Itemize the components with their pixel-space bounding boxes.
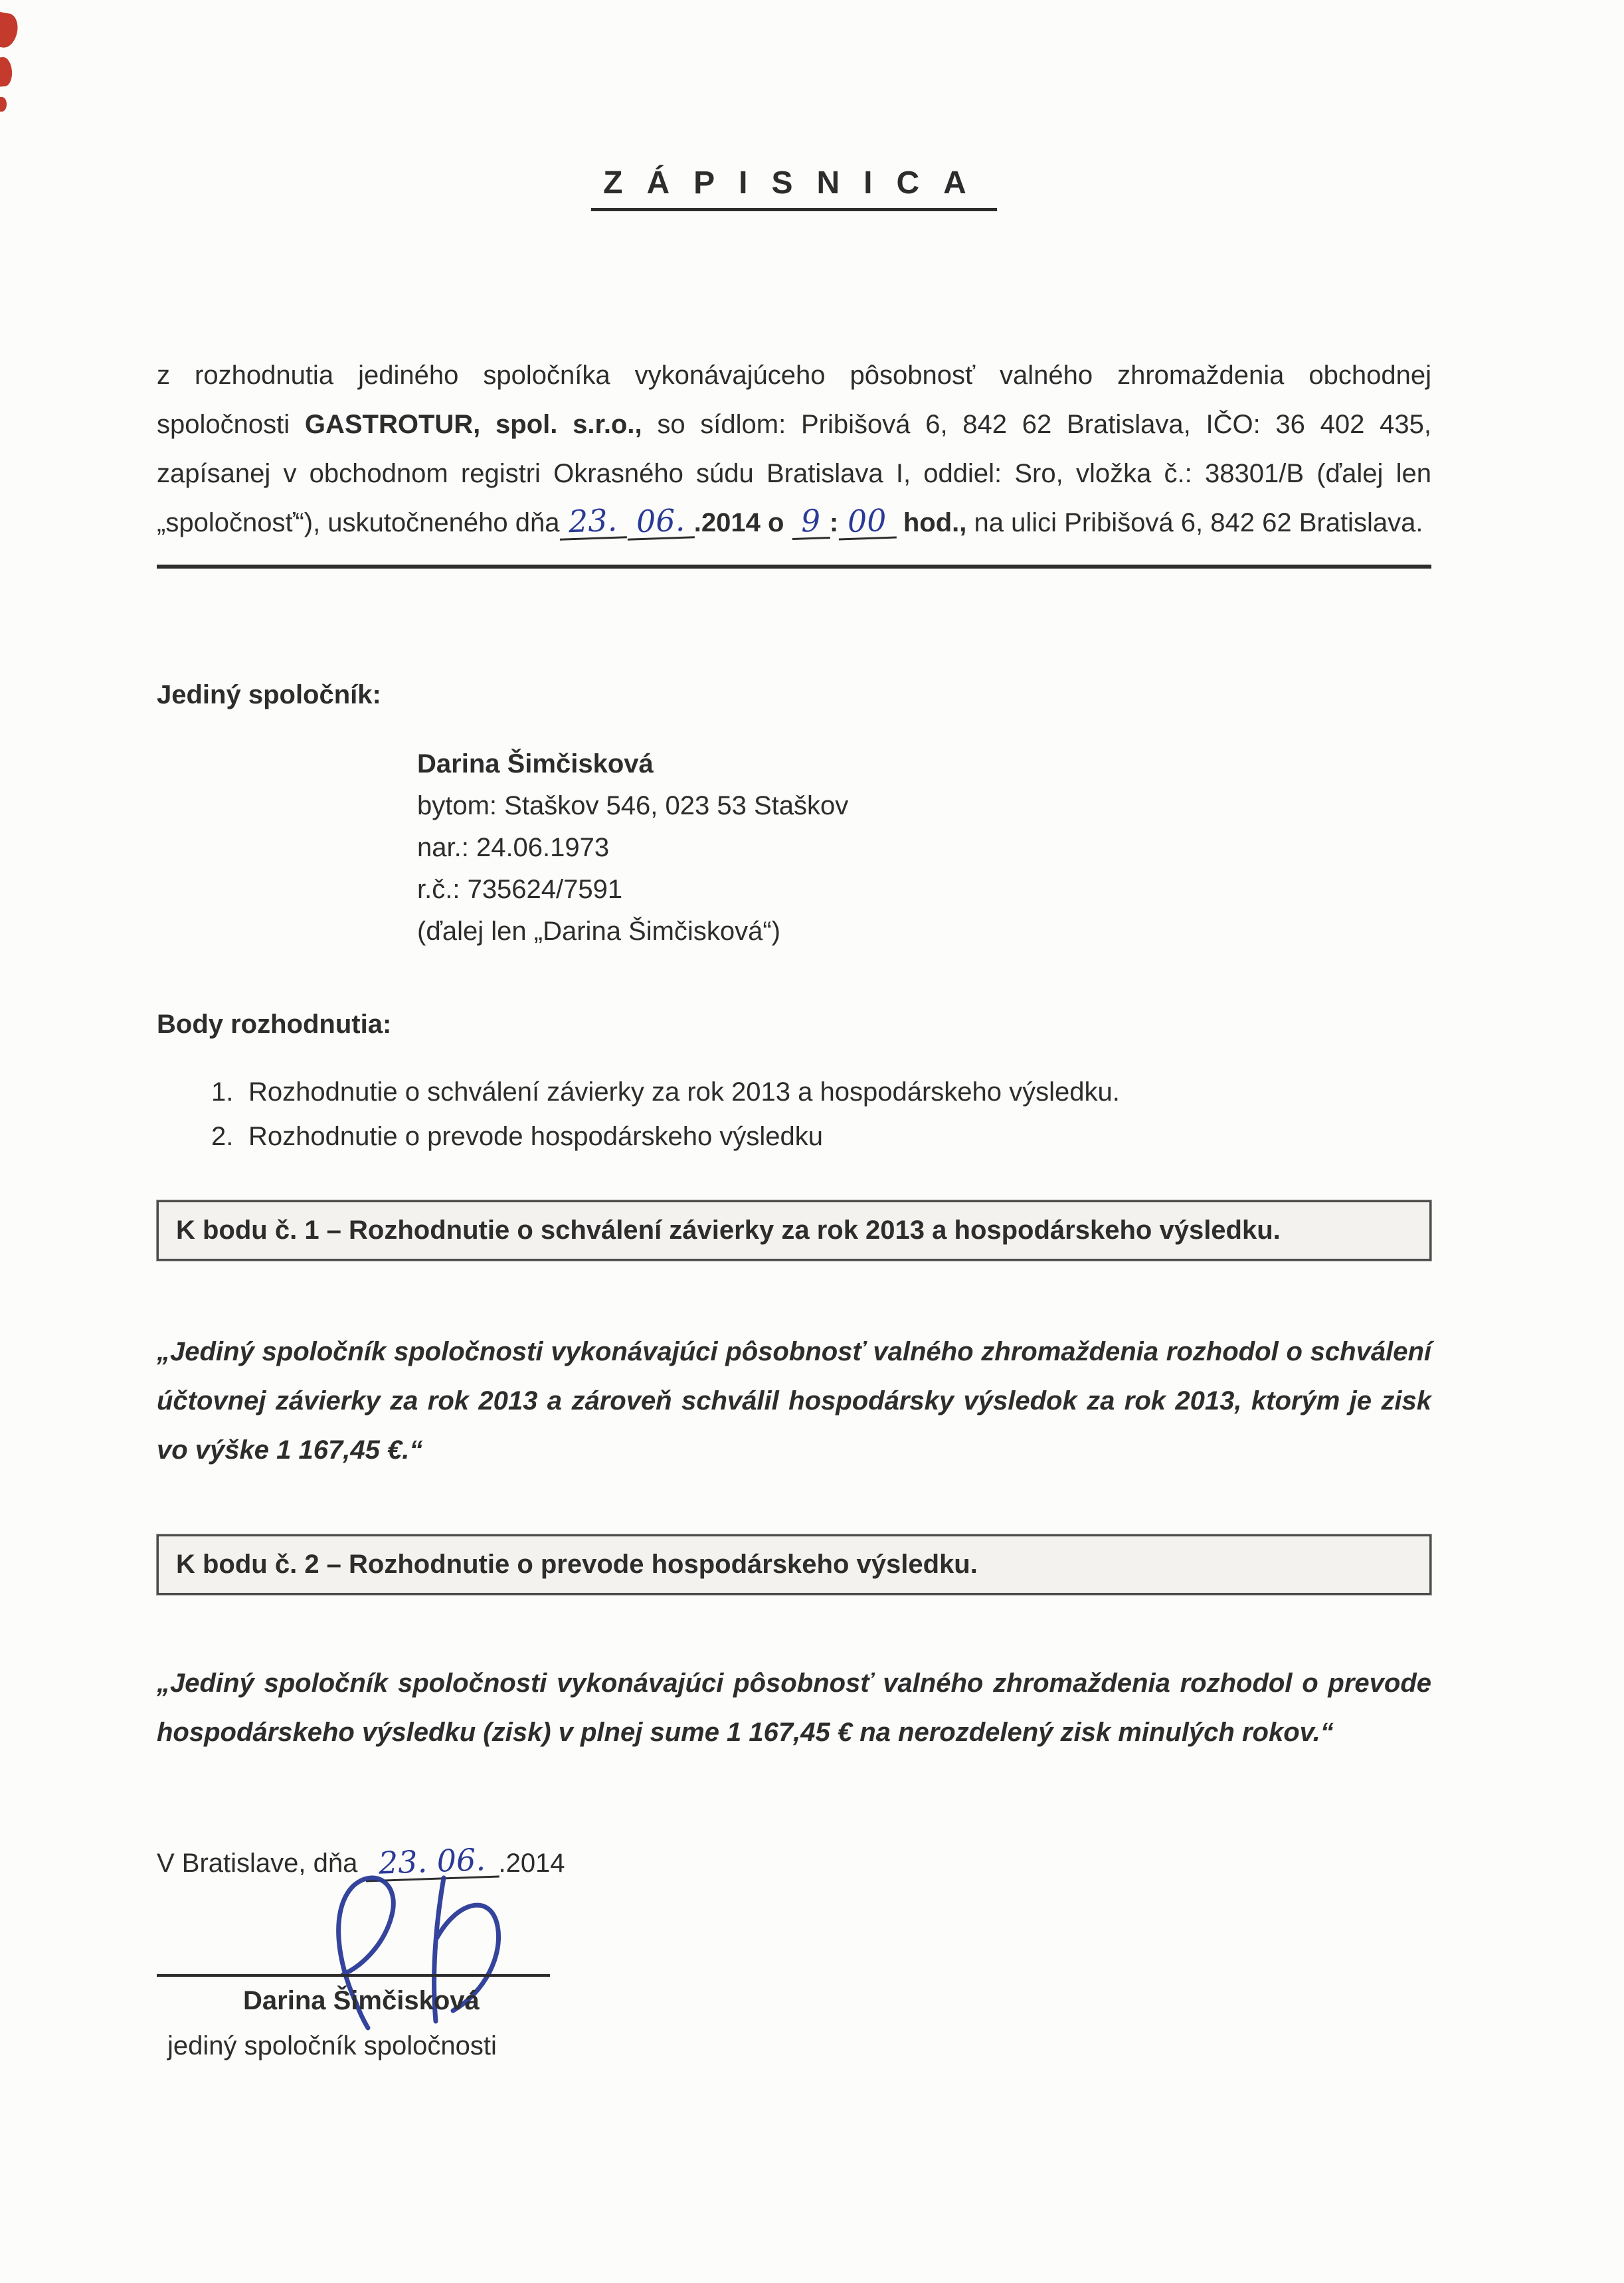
horizontal-rule <box>157 565 1431 569</box>
agenda-item <box>211 1070 1431 1115</box>
section-2-resolution: „Jediný spoločník spoločnosti vykonávajúci pôsobnosť valného zhromaždenia rozhodol o prevode hospodárskeho výsledku (zisk) v plnej sume 1 167,45 € na nerozdelený zisk minulých rokov.“ <box>157 1669 1431 1747</box>
time-separator: : <box>829 508 839 537</box>
agenda-item-text: Rozhodnutie o schválení závierky za rok 2013 a hospodárskeho výsledku. <box>248 1077 1120 1107</box>
company-name: GASTROTUR, spol. s.r.o., <box>304 410 642 439</box>
intro-text-5: na ulici Pribišová 6, 842 62 Bratislava. <box>974 508 1423 537</box>
shareholder-name: Darina Šimčisková <box>417 749 654 778</box>
handwritten-minute: 00 <box>838 503 896 541</box>
agenda-item <box>211 1115 1431 1159</box>
signature-block <box>157 1880 1431 2119</box>
shareholder-section <box>157 680 1431 953</box>
section-2-heading: K bodu č. 2 – Rozhodnutie o prevode hospodárskeho výsledku. <box>176 1550 978 1579</box>
section-2-heading-box <box>157 1534 1431 1595</box>
shareholder-details <box>417 743 1431 953</box>
handwritten-closing-date: 23. 06. <box>365 1843 499 1882</box>
signatory-role: jediný spoločník spoločnosti <box>167 2031 497 2060</box>
shareholder-personal-id: r.č.: 735624/7591 <box>417 875 623 904</box>
shareholder-label: Jediný spoločník: <box>157 680 381 709</box>
intro-text-2: so sídlom: Pribišová 6, 842 62 Bratislava, IČO: 36 402 435, zapísanej v obchodnom registri Okrasného súdu Bratislava I, oddiel: Sro, vložka č.: 38301/B (ďalej len „spoločnosť“), uskutočneného dňa <box>157 410 1431 537</box>
section-1-resolution: „Jediný spoločník spoločnosti vykonávajúci pôsobnosť valného zhromaždenia rozhodol o schválení účtovnej závierky za rok 2013 a zároveň schválil hospodársky výsledok za rok 2013, ktorým je zisk vo výške 1 167,45 €.“ <box>157 1337 1431 1465</box>
shareholder-alias: (ďalej len „Darina Šimčisková“) <box>417 917 780 946</box>
title-row <box>157 165 1431 211</box>
agenda-item-number: 2. <box>211 1122 234 1151</box>
shareholder-address: bytom: Staškov 546, 023 53 Staškov <box>417 791 849 820</box>
agenda-item-text: Rozhodnutie o prevode hospodárskeho výsledku <box>248 1122 824 1151</box>
section-1-heading-box <box>157 1200 1431 1261</box>
intro-text-1: z rozhodnutia jediného spoločníka vykonávajúceho pôsobnosť valného zhromaždenia obchodnej spoločnosti <box>157 361 1431 439</box>
agenda-list <box>211 1070 1431 1159</box>
document-title: ZÁPISNICA <box>591 165 997 211</box>
section-1-heading: K bodu č. 1 – Rozhodnutie o schválení závierky za rok 2013 a hospodárskeho výsledku. <box>176 1216 1281 1245</box>
shareholder-birthdate: nar.: 24.06.1973 <box>417 833 610 862</box>
closing-year: .2014 <box>498 1849 565 1878</box>
intro-text-4: hod., <box>903 508 967 537</box>
handwritten-day: 23. <box>559 503 628 540</box>
handwritten-hour: 9 <box>791 503 830 540</box>
agenda-heading: Body rozhodnutia: <box>157 1010 392 1039</box>
agenda-item-number: 1. <box>211 1077 234 1107</box>
intro-paragraph <box>157 351 1431 547</box>
intro-text-3: .2014 o <box>693 508 784 537</box>
handwritten-month: 06. <box>626 503 695 540</box>
signature-line <box>157 1974 550 1977</box>
closing-prefix: V Bratislave, dňa <box>157 1849 358 1878</box>
signatory-name: Darina Šimčisková <box>243 1986 480 2015</box>
